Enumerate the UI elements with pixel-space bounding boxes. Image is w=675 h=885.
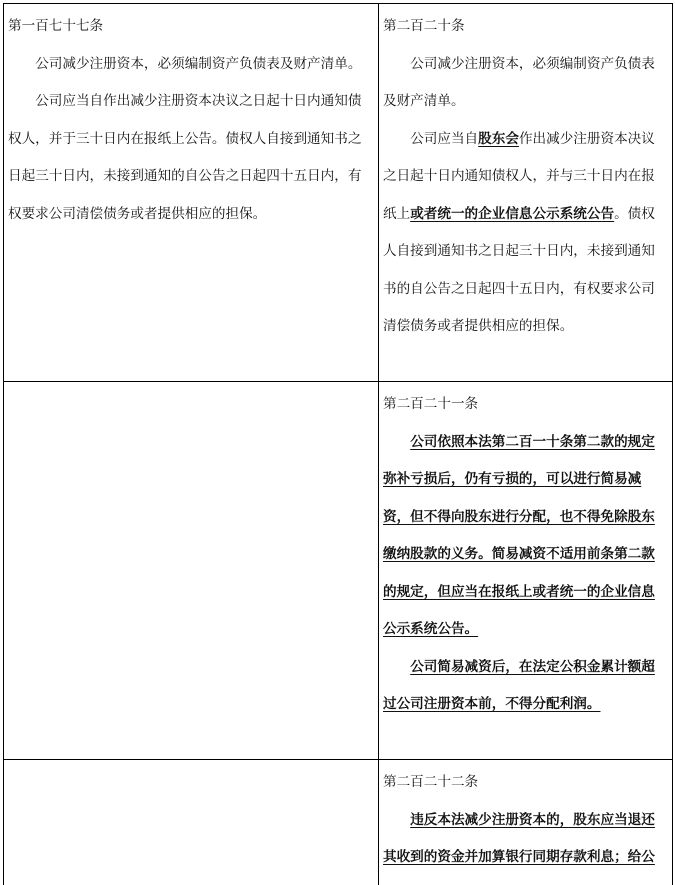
article-heading: 第二百二十二条 [383, 774, 479, 790]
amended-paragraph: 违反本法减少注册资本的，股东应当退还其收到的资金并加算银行同期存款利息；给公 [383, 811, 655, 865]
article-paragraph [383, 121, 668, 346]
table-row [4, 4, 673, 382]
article-heading: 第一百七十七条 [8, 18, 104, 34]
amended-paragraph: 公司简易减资后，在法定公积金累计额超过公司注册资本前，不得分配利润。 [383, 658, 655, 712]
amended-text: 或者统一的企业信息公示系统公告 [410, 205, 615, 222]
table-row [4, 760, 673, 885]
old-article-cell-empty [4, 760, 379, 885]
article-paragraph: 公司减少注册资本，必须编制资产负债表及财产清单。 [35, 55, 362, 72]
article-paragraph: 公司减少注册资本，必须编制资产负债表及财产清单。 [383, 55, 655, 109]
article-heading: 第二百二十一条 [383, 396, 479, 412]
old-article-cell-empty [4, 382, 379, 759]
comparison-table [3, 3, 673, 885]
plain-text: 公司应当自 [410, 130, 479, 147]
old-article-cell [4, 4, 379, 381]
new-article-cell [379, 382, 673, 759]
amended-text: 股东会 [478, 130, 519, 147]
new-article-cell [379, 4, 673, 381]
plain-text: 。债权人自接到通知书之日起三十日内，未接到通知书的自公告之日起四十五日内，有权要求公司清偿债务或者提供相应的担保。 [383, 205, 655, 334]
article-paragraph: 公司应当自作出减少注册资本决议之日起十日内通知债权人，并于三十日内在报纸上公告。债权人自接到通知书之日起三十日内，未接到通知的自公告之日起四十五日内，有权要求公司清偿债务或者提供相应的担保。 [8, 93, 362, 222]
amended-paragraph: 公司依照本法第二百一十条第二款的规定弥补亏损后，仍有亏损的，可以进行简易减资，但不得向股东进行分配，也不得免除股东缴纳股款的义务。简易减资不适用前条第二款的规定，但应当在报纸上或者统一的企业信息公示系统公告。 [383, 433, 655, 637]
article-heading: 第二百二十条 [383, 18, 465, 34]
new-article-cell [379, 760, 673, 885]
plain-text: 作出减少注册资本决议之日起十日内通知债权人，并与三十日内在报纸上 [383, 130, 655, 222]
table-row [4, 382, 673, 760]
